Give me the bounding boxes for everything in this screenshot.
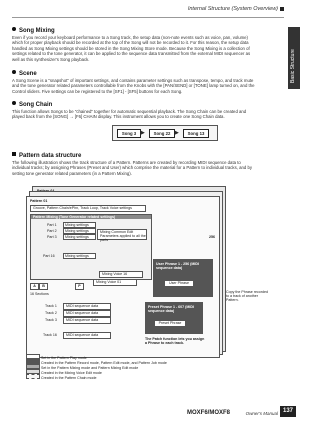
- song-chain-body: This function allows Songs to be "chained" together for automatic sequential playback. The Song Chain can be created and played back from the [SONG] → [F6] CHAIN display. This instrument allows you to create one Song Chain data.: [12, 109, 247, 120]
- mixing-settings-box: Mixing settings: [63, 253, 96, 259]
- sections-label: 16 Sections: [30, 292, 49, 296]
- pattern-structure-diagram: [26, 186, 274, 384]
- chain-song: Song 13: [183, 129, 209, 138]
- preset-phrase-box: [145, 302, 203, 334]
- preset-phrase-title: Preset Phrase 1 - 607 (MIDI sequence data): [148, 305, 194, 314]
- section-b-box: B: [39, 283, 48, 290]
- legend-item: Created in the Pattern Record mode, Pattern Edit mode, and Pattern Job mode: [26, 359, 167, 365]
- copy-phrase-note: Copy the Phrase recorded to a track of another Pattern.: [226, 290, 268, 303]
- part-label: Part 2: [47, 229, 57, 233]
- mixing-voice-01-box: Mixing Voice 01: [93, 279, 137, 286]
- header-title: Internal Structure (System Overview): [187, 6, 278, 12]
- track-label: Track 1: [45, 304, 57, 308]
- header-rule: [12, 17, 284, 18]
- user-phrase-box: [153, 259, 213, 297]
- legend-item: Created in the Mixing Voice Edit mode: [26, 369, 102, 375]
- section-a-box: A: [30, 283, 39, 290]
- track-sequence-box: MIDI sequence data: [63, 310, 111, 317]
- chain-song: Song 3: [117, 129, 141, 138]
- part-label: Part 3: [47, 235, 57, 239]
- side-tab: [288, 27, 300, 89]
- song-chain-diagram: [112, 125, 218, 141]
- scene-body: A Song Scene is a "snapshot" of important settings, and contains parameter settings such as transpose, tempo, and track mute and the tone generator related parameters controllable from the Knobs with the [PAN/SEND] or [TONE] lamp turned on, and the Control sliders. Five settings can be registered to the [SF1] - [SF5] buttons for each Song.: [12, 78, 255, 94]
- mixing-settings-box: Mixing settings: [63, 228, 96, 234]
- mixing-settings-box: Mixing settings: [63, 222, 96, 228]
- user-phrase-title: User Phrase 1 - 256 (MIDI sequence data): [156, 262, 199, 271]
- track-sequence-box: MIDI sequence data: [63, 303, 111, 310]
- footer-label: Owner's Manual: [245, 411, 278, 416]
- bullet-square-icon: [12, 152, 16, 156]
- arrow-right-icon: ▶: [175, 130, 179, 136]
- mixing-settings-box: Mixing settings: [63, 234, 96, 240]
- track-label: Track 2: [45, 311, 57, 315]
- track-sequence-box: MIDI sequence data: [63, 317, 111, 324]
- preset-phrase-item: Preset Phrase: [154, 320, 186, 327]
- song-mixing-heading: Song Mixing: [12, 27, 55, 34]
- header-marker-icon: [280, 7, 284, 11]
- pattern-01-box: [26, 196, 220, 358]
- page-header: [0, 6, 300, 16]
- pattern-heading: Pattern data structure: [12, 152, 81, 159]
- shared-params-box: Groove, Pattern Chain/ePhn, Track Loop, Track Voice settings: [30, 205, 146, 212]
- common-params-box: Mixing Common Edit Parameters applied to all the parts: [97, 229, 147, 240]
- phrase-count-label: 256: [209, 235, 215, 239]
- pattern-body: The following illustration shows the track structure of a Pattern. Patterns are created by recording MIDI sequence data to individual tracks; by assigning Phrases (Preset and User) which comprise the material for a Pattern to individual tracks, and by setting tone generator related parameters (in a Pattern Mixing).: [12, 160, 253, 176]
- legend-item: Set in the Pattern Mixing mode and Pattern Mixing Edit mode: [26, 364, 138, 370]
- scene-heading: Scene: [12, 70, 37, 77]
- track-sequence-box: MIDI sequence data: [63, 332, 111, 339]
- part-label: Part 16: [43, 254, 55, 258]
- song-chain-heading: Song Chain: [12, 101, 52, 108]
- track-label: Track 16: [43, 333, 57, 337]
- bullet-icon: [12, 27, 16, 31]
- side-tab-label: Basic Structure: [290, 49, 296, 83]
- song-mixing-body: Even if you record your keyboard performance to a Song track, the setup data (non-note events such as voice, pan, volume) which for proper playback should be recorded at the top of the Song will not be recorded to it. For this reason, the setup data handled as Song Mixing settings should be stored in the Song Mixing Store mode. Because the Song Mixing is a collection of settings related to the tone generator, it can be applied to the sequence data transmitted from the external MIDI sequencer as well as this synthesizer's Song playback.: [12, 35, 251, 62]
- part-label: Part 1: [47, 223, 57, 227]
- chain-song: Song 22: [149, 129, 175, 138]
- section-p-box: P: [75, 283, 84, 290]
- legend-item: Created in the Pattern Chain mode: [26, 374, 97, 380]
- bullet-icon: [12, 70, 16, 74]
- legend-item: Set in the Pattern Play mode: [26, 354, 87, 360]
- track-label: Track 3: [45, 318, 57, 322]
- pattern-01-label: Pattern 01: [30, 199, 48, 203]
- bullet-icon: [12, 101, 16, 105]
- footer-logo: MOXF6/MOXF8: [186, 410, 230, 416]
- pattern-mixing-title: Pattern Mixing (Tone Generator related settings): [31, 215, 151, 219]
- page-number: 137: [280, 406, 296, 417]
- mixing-voice-16-box: Mixing Voice 16: [99, 271, 143, 278]
- user-phrase-item: User Phrase: [164, 280, 194, 287]
- phrase-assign-note: The Patch function lets you assign a Phrase to each track.: [145, 337, 205, 346]
- arrow-right-icon: ▶: [141, 130, 145, 136]
